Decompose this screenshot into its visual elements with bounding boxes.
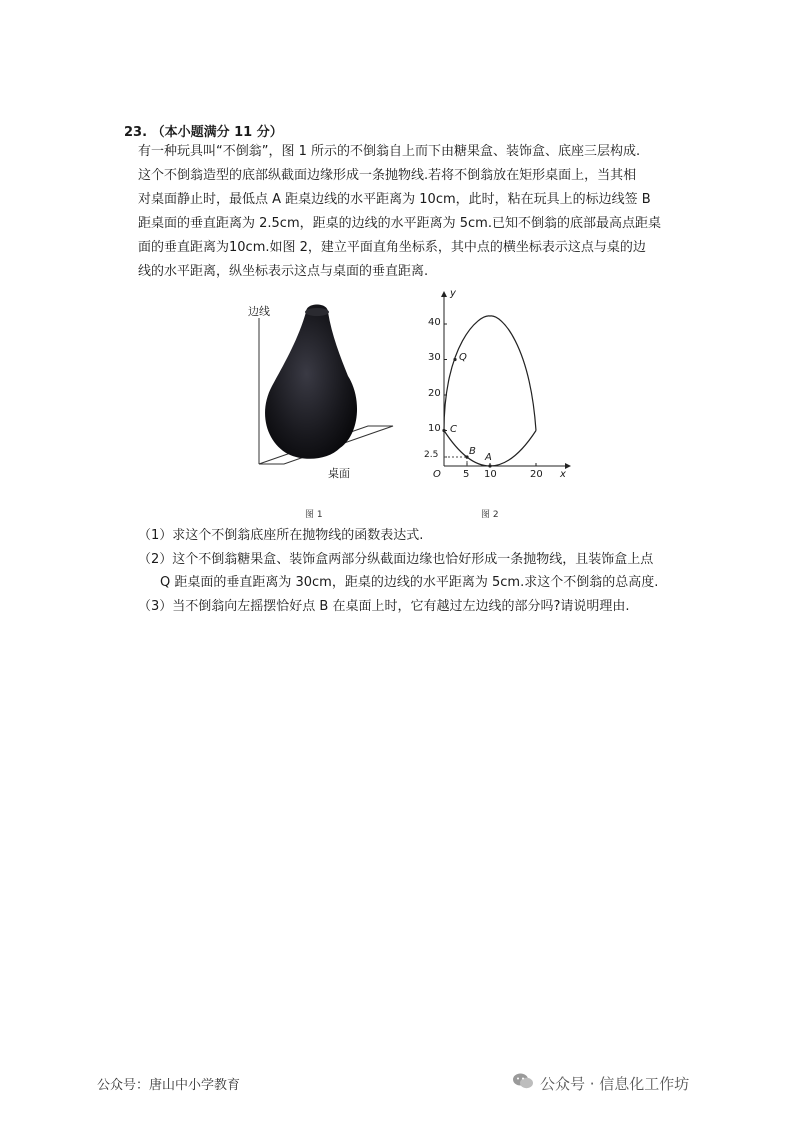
- question-stem: [138, 140, 698, 284]
- wechat-icon: [512, 1072, 534, 1094]
- edge-label: 边线: [248, 305, 270, 318]
- table-label: 桌面: [328, 467, 350, 480]
- figure-2-caption: 图 2: [481, 510, 499, 520]
- footer-watermark-text: 公众号 · 信息化工作坊: [540, 1074, 690, 1093]
- footer-watermark: [512, 1072, 689, 1094]
- point-a-label: A: [485, 452, 492, 463]
- point-b-label: B: [469, 446, 476, 457]
- y-tick-label: 40: [428, 317, 441, 328]
- y-axis-label: y: [450, 288, 456, 299]
- origin-label: O: [433, 469, 441, 480]
- point-q: [453, 358, 456, 361]
- question-number: 23.: [124, 125, 148, 140]
- stem-line: 有一种玩具叫“不倒翁”，图 1 所示的不倒翁自上而下由糖果盒、装饰盒、底座三层构成.: [138, 144, 641, 159]
- point-a: [488, 464, 491, 467]
- x-tick-label: 10: [484, 469, 497, 480]
- upper-parabola: [444, 316, 536, 431]
- figure-2: [418, 286, 578, 486]
- stem-line: 面的垂直距离为10cm.如图 2，建立平面直角坐标系，其中点的横坐标表示这点与桌的边: [138, 240, 646, 255]
- x-tick-label: 20: [530, 469, 543, 480]
- y-tick-label: 2.5: [424, 450, 439, 460]
- sub-questions: [138, 524, 698, 618]
- sub-question-1: （1）求这个不倒翁底座所在抛物线的函数表达式.: [138, 528, 424, 543]
- tumbler-toy: [265, 305, 357, 459]
- stem-line: 距桌面的垂直距离为 2.5cm，距桌的边线的水平距离为 5cm.已知不倒翁的底部最高点距桌: [138, 216, 661, 231]
- figure-1-caption: 图 1: [305, 510, 323, 520]
- y-tick-label: 20: [428, 388, 441, 399]
- point-c: [442, 429, 445, 432]
- x-tick-label: 5: [463, 469, 470, 480]
- figure-1: [236, 296, 396, 496]
- footer-source: 公众号：唐山中小学教育: [97, 1078, 241, 1093]
- points-note: （本小题满分 11 分）: [151, 125, 283, 140]
- sub-question-2-cont: Q 距桌面的垂直距离为 30cm，距桌的边线的水平距离为 5cm.求这个不倒翁的总高度.: [160, 575, 659, 590]
- figure-2-plot: [418, 286, 578, 486]
- x-axis-label: x: [560, 469, 566, 480]
- stem-line: 这个不倒翁造型的底部纵截面边缘形成一条抛物线.若将不倒翁放在矩形桌面上，当其相: [138, 168, 637, 183]
- sub-question-3: （3）当不倒翁向左摇摆恰好点 B 在桌面上时，它有越过左边线的部分吗?请说明理由.: [138, 598, 630, 614]
- toy-top: [305, 308, 329, 316]
- point-c-label: C: [450, 424, 457, 435]
- question-header: [124, 121, 283, 140]
- point-q-label: Q: [459, 352, 467, 363]
- stem-line: 对桌面静止时，最低点 A 距桌边线的水平距离为 10cm，此时，粘在玩具上的标边线签 B: [138, 192, 651, 207]
- stem-line: 线的水平距离，纵坐标表示这点与桌面的垂直距离.: [138, 264, 429, 279]
- figure-1-drawing: [236, 296, 396, 496]
- y-tick-label: 30: [428, 352, 441, 363]
- sub-question-2: （2）这个不倒翁糖果盒、装饰盒两部分纵截面边缘也恰好形成一条抛物线，且装饰盒上点: [138, 551, 654, 567]
- y-tick-label: 10: [428, 423, 441, 434]
